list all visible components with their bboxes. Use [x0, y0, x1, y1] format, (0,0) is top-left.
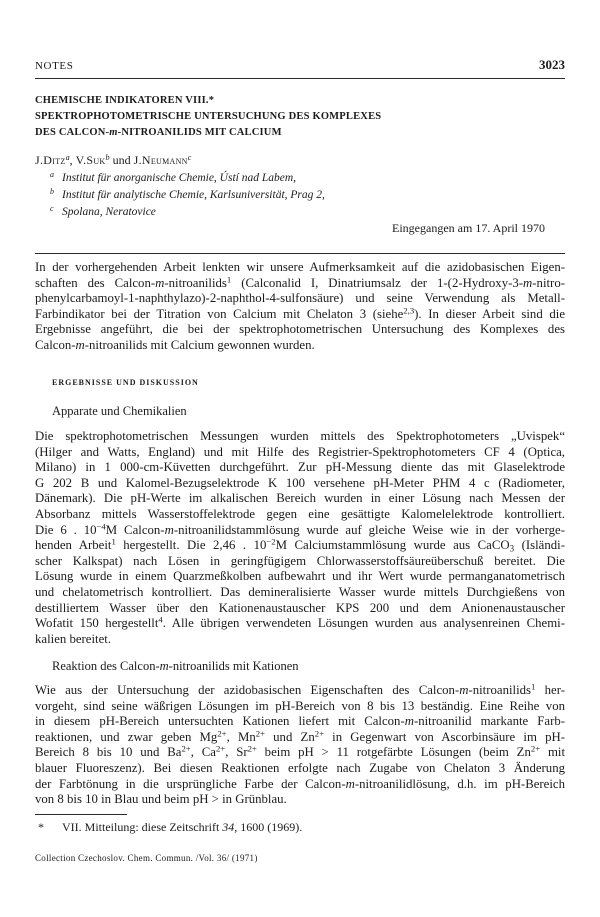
- text-run: , 1600 (1969).: [234, 820, 303, 834]
- text-run: M Calcon-: [105, 522, 165, 537]
- text-run: Apparate und Chemikalien: [52, 404, 187, 418]
- text-run: Calcon-: [35, 337, 76, 352]
- text-run: reaktionen, und zwar geben Mg: [35, 729, 218, 744]
- text-run: Die spektrophotometrischen Messungen wurden mittels des Spektrophotometers „Uvispek“: [35, 429, 565, 443]
- text-run: in Gegenwart von Ascorbinsäure im pH-: [324, 729, 565, 744]
- text-run: M Calciumstammlösung wurde aus CaCO: [275, 538, 510, 553]
- text-line: [35, 291, 565, 307]
- affiliation-text: Institut für analytische Chemie, Karlsuniversität, Prag 2,: [62, 189, 325, 201]
- superscript: −4: [96, 521, 106, 532]
- text-run: und Zn: [264, 729, 315, 744]
- footnote-text: [62, 820, 302, 834]
- text-line: [35, 538, 565, 554]
- text-line: [35, 260, 565, 276]
- text-run: -NITROANILIDS MIT CALCIUM: [117, 127, 282, 138]
- italic-run: m: [155, 275, 165, 290]
- text-run: Wie aus der Untersuchung der azidobasischen Eigenschaften des Calcon-: [35, 683, 460, 697]
- text-run: -nitro-: [532, 275, 565, 290]
- small-caps-name: V.Suk: [75, 153, 106, 167]
- text-run: Reaktion des Calcon-: [52, 659, 160, 673]
- small-caps-name: J.Neumann: [133, 153, 188, 167]
- text-run: DES CALCON-: [35, 127, 110, 138]
- text-run: destilliertem Wasser über den Kationenaustauscher KPS 200 und dem Anionenaustauscher: [35, 600, 565, 615]
- italic-run: m: [345, 776, 355, 791]
- text-line: [35, 445, 565, 461]
- text-line: [35, 507, 565, 523]
- header-rule: [35, 78, 565, 79]
- journal-footer: Collection Czechoslov. Chem. Commun. /Vol. 36/ (1971): [35, 853, 258, 863]
- text-line: [35, 307, 565, 323]
- superscript: 1: [531, 681, 536, 692]
- abstract-rule: [35, 253, 565, 254]
- text-line: [35, 322, 565, 338]
- superscript: 2+: [255, 728, 265, 739]
- text-run: G 202 B und Kalomel-Bezugselektrode K 100 versehene pH-Meter PHM 4 c (Radiometer,: [35, 475, 565, 490]
- text-line: [35, 699, 565, 715]
- body-paragraph: [35, 683, 565, 808]
- text-line: [35, 476, 565, 492]
- text-run: ,: [69, 153, 76, 167]
- author-list: [35, 152, 191, 168]
- superscript: 2,3: [403, 305, 415, 316]
- text-run: in diesem pH-Bereich untersuchten Kationen liefert mit Calcon-: [35, 714, 405, 729]
- text-run: VII. Mitteilung: diese Zeitschrift: [62, 820, 223, 834]
- text-run: (Hilger and Watts, England) und mit Hilfe des Registrier-Spektrophotometers CF 4 (Optica,: [35, 444, 565, 459]
- affiliation-text: Institut für anorganische Chemie, Ústí nad Labem,: [62, 172, 297, 184]
- text-run: henden Arbeit: [35, 538, 112, 553]
- section-heading: ERGEBNISSE UND DISKUSSION: [52, 378, 199, 387]
- text-run: Bereich 8 bis 10 und Ba: [35, 745, 182, 760]
- text-run: Ergebnisse angeführt, die bei der spektrophotometrischen Untersuchung des Komplexes des: [35, 322, 565, 337]
- text-run: scher Kalkspat) nach Lösen in geringfügigem Chlorwasserstoffsäureüberschuß bereitet. Die: [35, 553, 565, 568]
- text-line: [35, 792, 565, 808]
- superscript: 2+: [530, 744, 541, 755]
- text-run: von 8 bis 10 in Blau und beim pH > in Grünblau.: [35, 792, 287, 807]
- text-line: [35, 523, 565, 539]
- abstract-paragraph: [35, 260, 565, 354]
- text-line: [35, 601, 565, 617]
- text-run: hergestellt. Die 2,46 . 10: [115, 538, 267, 553]
- italic-run: m: [109, 127, 118, 138]
- text-run: In der vorhergehenden Arbeit lenkten wir unsere Aufmerksamkeit auf die azidobasischen Eigen-: [35, 260, 565, 274]
- affiliation-c: c Spolana, Neratovice: [50, 203, 156, 218]
- text-run: und: [109, 153, 134, 167]
- text-line: [35, 460, 565, 476]
- italic-run: m: [159, 659, 169, 673]
- superscript: 2+: [247, 744, 257, 755]
- text-run: (Calconalid I, Dinatriumsalz der 1-(2-Hydroxy-3-: [231, 275, 524, 290]
- text-run: -nitroanilid markante Farb-: [413, 714, 565, 729]
- affiliation-text: Spolana, Neratovice: [62, 206, 156, 218]
- superscript: b: [105, 152, 110, 162]
- small-caps-name: J.Ditz: [35, 153, 66, 167]
- text-run: , Ca: [190, 745, 216, 760]
- italic-run: m: [459, 683, 469, 697]
- subsection-heading: [52, 658, 299, 674]
- superscript: 1: [226, 274, 232, 285]
- text-run: , Sr: [225, 745, 248, 760]
- text-line: [35, 616, 565, 632]
- text-line: [35, 777, 565, 793]
- text-run: mit: [540, 745, 566, 760]
- text-line: [35, 276, 565, 292]
- text-run: und chelatometrisch kontrolliert. Das demineralisierte Wasser wurde mittels Durchgießens von: [35, 584, 565, 599]
- text-run: (Isländi-: [514, 538, 565, 553]
- text-line: [35, 125, 381, 141]
- text-run: SPEKTROPHOTOMETRISCHE UNTERSUCHUNG DES KOMPLEXES: [35, 111, 382, 122]
- text-run: CHEMISCHE INDIKATOREN VIII.*: [35, 95, 215, 106]
- footnote-rule: [35, 814, 127, 815]
- superscript: 1: [111, 536, 116, 547]
- text-line: [35, 554, 565, 570]
- text-run: -nitroanilids: [468, 683, 532, 697]
- italic-run: m: [523, 275, 533, 290]
- superscript: 2+: [217, 728, 227, 739]
- text-run: Farbindikator bei der Titration von Calcium mit Chelaton 3 (siehe: [35, 306, 404, 321]
- text-run: ). In dieser Arbeit sind die: [414, 306, 566, 321]
- text-run: -nitroanilidstammlösung wurde auf gleiche Weise wie in der vorherge-: [173, 522, 565, 537]
- italic-run: m: [164, 522, 174, 537]
- text-line: [35, 569, 565, 585]
- superscript: −2: [266, 536, 276, 547]
- text-line: [35, 761, 565, 777]
- text-run: vorgeht, sind seine wäßrigen Lösungen im pH-Bereich von 8 bis 13 beständig. Eine Reihe von: [35, 698, 565, 713]
- superscript: 2+: [181, 744, 191, 755]
- text-run: -nitroanilids mit Kationen: [168, 659, 299, 673]
- text-run: der Farbtönung in die ursprüngliche Farbe der Calcon-: [35, 776, 346, 791]
- text-line: [35, 585, 565, 601]
- text-run: -nitroanilids mit Calcium gewonnen wurden.: [84, 337, 315, 352]
- text-line: [35, 730, 565, 746]
- affiliation-b: b Institut für analytische Chemie, Karlsuniversität, Prag 2,: [50, 186, 325, 201]
- text-run: . Alle übrigen verwendeten Lösungen wurden aus analysenreinen Chemi-: [162, 616, 565, 631]
- text-run: phenylcarbamoyl-1-naphthylazo)-2-naphthol-4-sulfonsäure) und seine Verwendung als Metall-: [35, 291, 565, 306]
- received-date: Eingegangen am 17. April 1970: [392, 221, 545, 235]
- text-run: Die 6 . 10: [35, 522, 97, 537]
- text-run: Lösung wurde in einem Quarzmeßkolben aufbewahrt und ihr Wert wurde permanganatometrisch: [35, 569, 565, 584]
- text-line: [35, 745, 565, 761]
- article-title: [35, 93, 381, 141]
- text-run: her-: [535, 683, 565, 697]
- text-run: kalien bereitet.: [35, 631, 112, 646]
- footnote-mark: *: [38, 820, 44, 834]
- superscript: 2+: [215, 744, 226, 755]
- superscript: 2+: [314, 728, 324, 739]
- text-run: Dänemark). Die pH-Werte im alkalischen Bereich wurden in einer Lösung nach Messen der: [35, 491, 565, 506]
- text-run: Wofatit 150 hergestellt: [35, 616, 159, 631]
- subsection-heading: [52, 403, 187, 419]
- text-run: blauer Fluoreszenz). Bei diesen Reaktionen erfolgte nach Zugabe von Chelaton 3 Änderung: [35, 760, 565, 775]
- footnote: [38, 819, 302, 835]
- text-run: -nitroanilids: [164, 275, 227, 290]
- superscript: 4: [158, 614, 163, 625]
- text-run: -nitroanilidlösung, d.h. im pH-Bereich: [354, 776, 565, 791]
- superscript: a: [65, 152, 70, 162]
- body-paragraph: [35, 429, 565, 647]
- text-run: Absorbanz mittels Wasserstoffelektrode gegen eine gesättigte Kalomelelektrode kontrolliert.: [35, 506, 565, 521]
- italic-run: m: [75, 337, 85, 352]
- affiliation-a: a Institut für anorganische Chemie, Ústí nad Labem,: [50, 169, 297, 184]
- italic-run: 34: [222, 820, 235, 834]
- text-line: [35, 93, 381, 109]
- text-line: [35, 632, 565, 648]
- text-line: [35, 683, 565, 699]
- italic-run: m: [404, 714, 414, 729]
- text-line: [35, 491, 565, 507]
- subscript: 3: [509, 543, 515, 554]
- superscript: c: [187, 152, 192, 162]
- text-run: schaften des Calcon-: [35, 275, 156, 290]
- text-line: [35, 429, 565, 445]
- text-line: [35, 338, 565, 354]
- text-line: [35, 109, 381, 125]
- text-run: , Mn: [226, 729, 256, 744]
- affiliation-list: [50, 170, 325, 221]
- running-header-section: NOTES: [35, 60, 74, 72]
- text-line: [35, 714, 565, 730]
- text-run: Milano) in 1 000-cm-Küvetten durchgeführt. Zur pH-Messung diente das mit Glaselektrode: [35, 460, 565, 475]
- page-number: 3023: [539, 57, 565, 72]
- text-run: beim pH > 11 rotgefärbte Lösungen (beim Zn: [256, 745, 531, 760]
